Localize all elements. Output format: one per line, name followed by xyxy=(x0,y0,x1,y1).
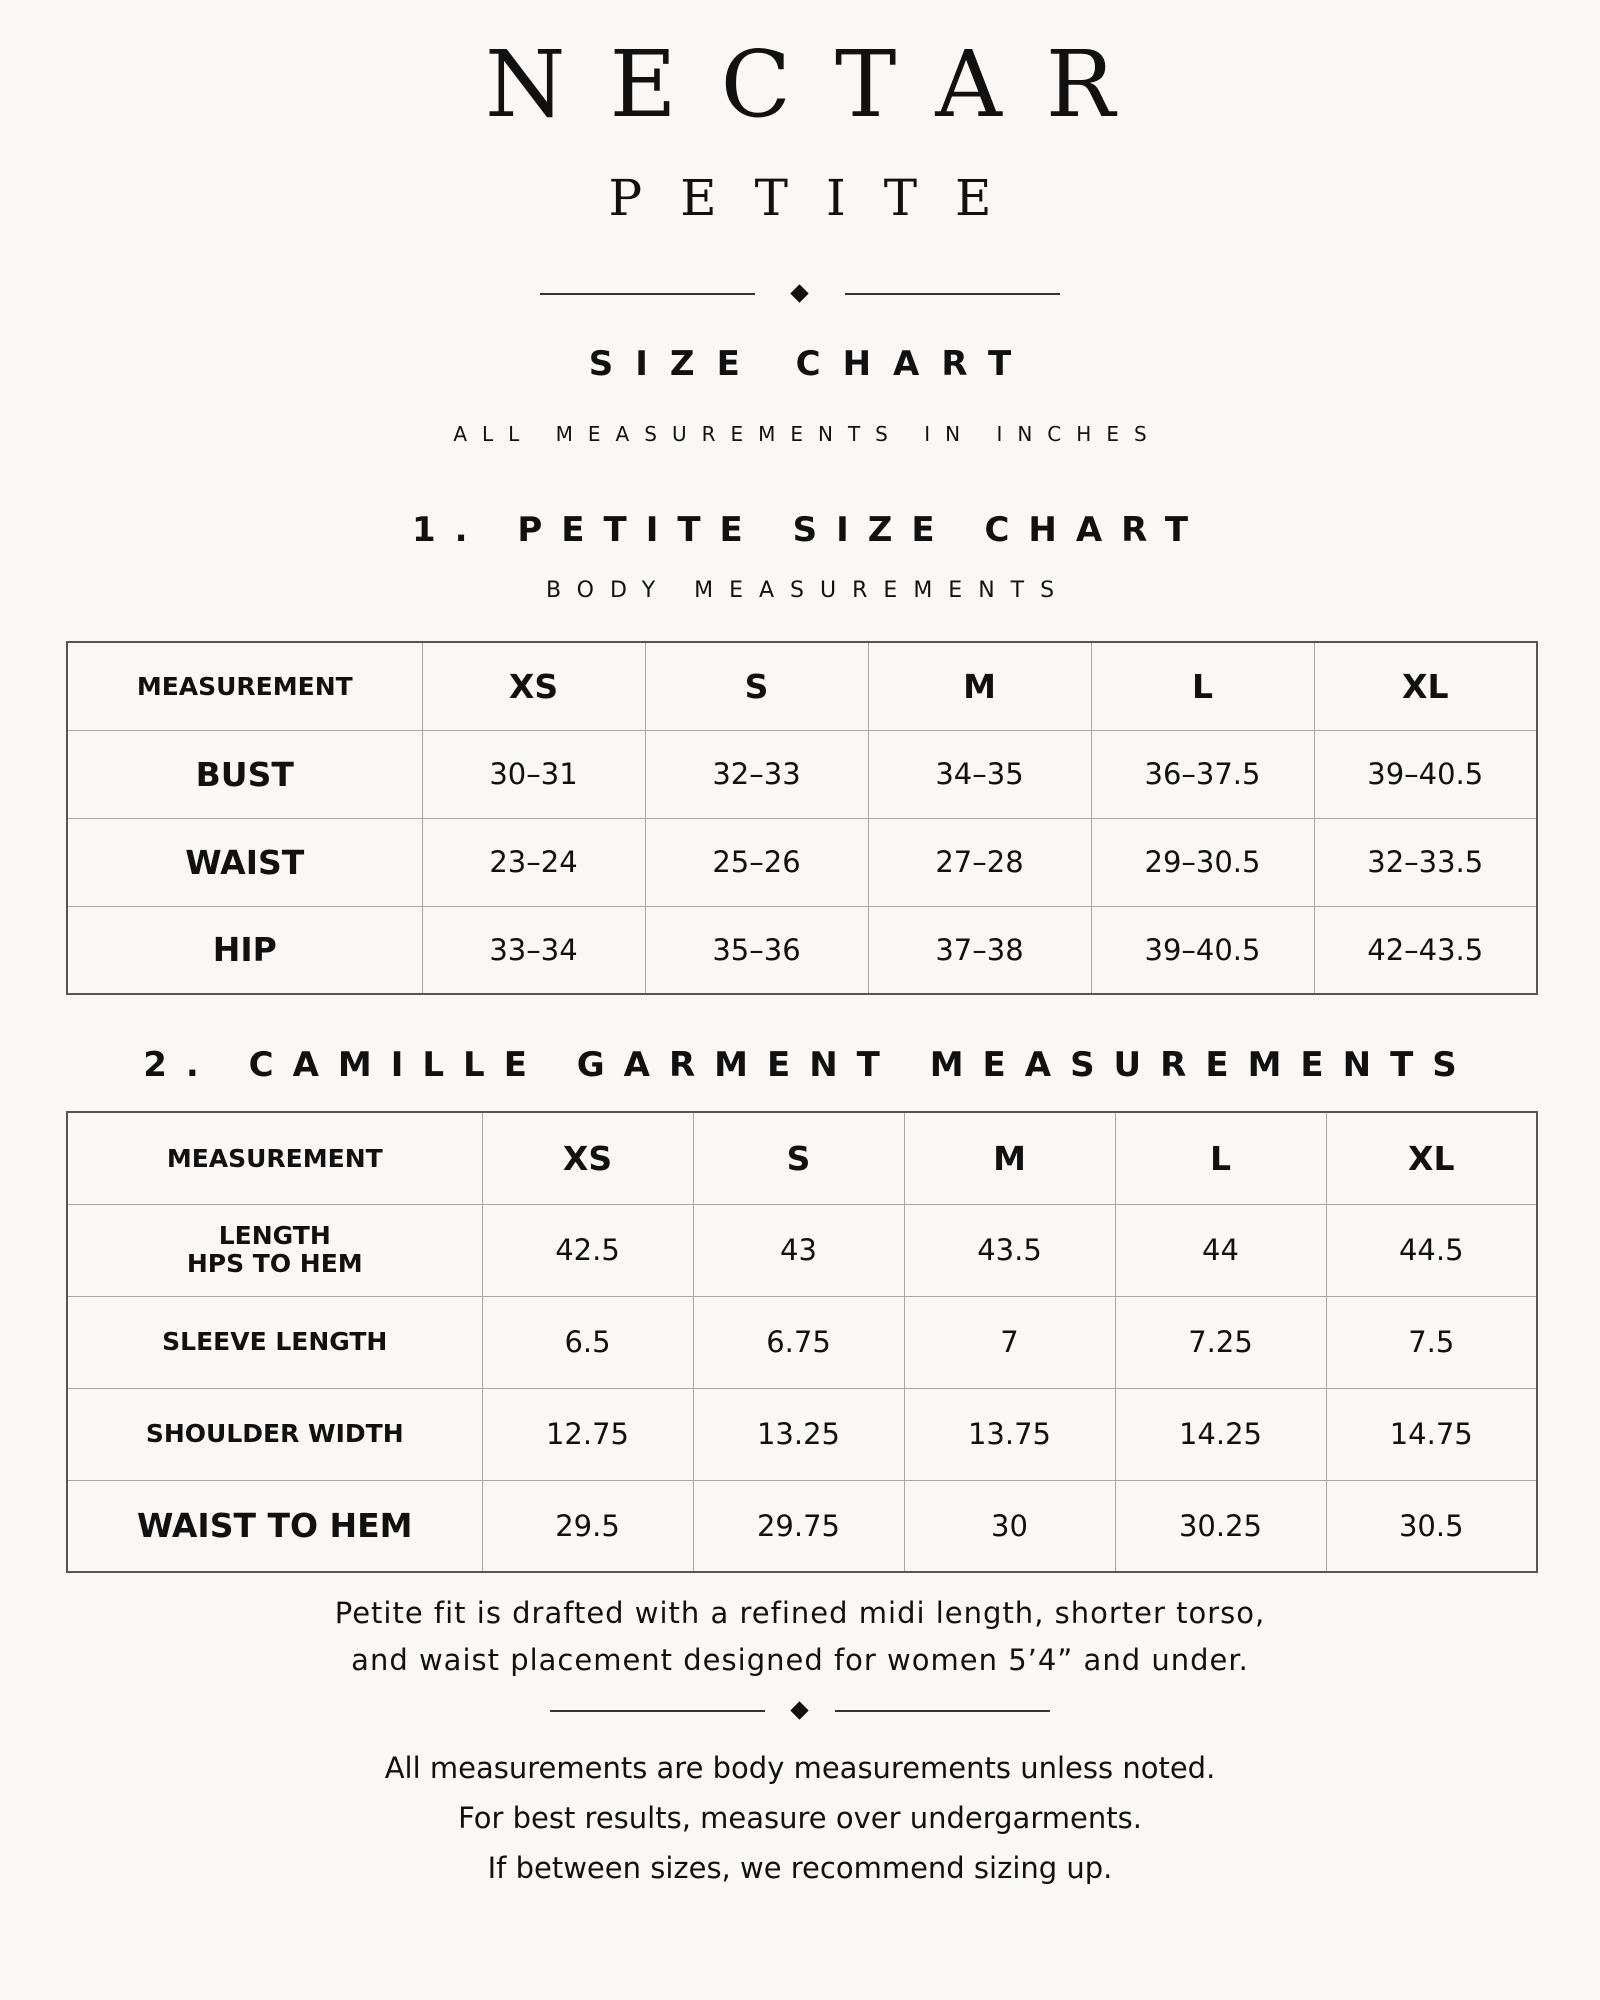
column-header: XL xyxy=(1326,1112,1537,1204)
table-cell: 30.25 xyxy=(1115,1480,1326,1572)
table-row xyxy=(67,1296,1537,1388)
fit-note-line: and waist placement designed for women 5’4” and under. xyxy=(351,1643,1249,1677)
table-cell: 44.5 xyxy=(1326,1204,1537,1296)
page-title: SIZE CHART xyxy=(588,344,1034,384)
table-cell: 30.5 xyxy=(1326,1480,1537,1572)
column-header: XL xyxy=(1314,642,1537,730)
table-cell: 35–36 xyxy=(645,906,868,994)
table-cell: 37–38 xyxy=(868,906,1091,994)
table-row xyxy=(67,730,1537,818)
table-cell: 29–30.5 xyxy=(1091,818,1314,906)
row-label: BUST xyxy=(67,730,422,818)
brand-logo: NECTAR xyxy=(484,31,1160,138)
table-cell: 32–33.5 xyxy=(1314,818,1537,906)
table-cell: 13.25 xyxy=(693,1388,904,1480)
table-cell: 14.25 xyxy=(1115,1388,1326,1480)
table-cell: 23–24 xyxy=(422,818,645,906)
table-cell: 34–35 xyxy=(868,730,1091,818)
table-cell: 33–34 xyxy=(422,906,645,994)
fit-note-line: Petite fit is drafted with a refined midi length, shorter torso, xyxy=(334,1596,1266,1630)
footer-line: If between sizes, we recommend sizing up. xyxy=(487,1851,1113,1885)
column-header: S xyxy=(693,1112,904,1204)
table-cell: 30 xyxy=(904,1480,1115,1572)
table-row xyxy=(67,1204,1537,1296)
units-note: ALL MEASUREMENTS IN INCHES xyxy=(453,422,1162,446)
table-cell: 7.25 xyxy=(1115,1296,1326,1388)
row-label-line: HPS TO HEM xyxy=(186,1249,363,1278)
table-row xyxy=(67,818,1537,906)
table-cell: 29.5 xyxy=(482,1480,693,1572)
petite-chart-title: 1. PETITE SIZE CHART xyxy=(411,510,1208,550)
row-label xyxy=(67,1204,482,1296)
table-cell: 13.75 xyxy=(904,1388,1115,1480)
table-cell: 39–40.5 xyxy=(1091,906,1314,994)
row-label: WAIST xyxy=(67,818,422,906)
garment-chart-title: 2. CAMILLE GARMENT MEASUREMENTS xyxy=(143,1045,1476,1085)
table-cell: 7 xyxy=(904,1296,1115,1388)
brand-subtitle: PETITE xyxy=(608,169,1030,227)
table-cell: 27–28 xyxy=(868,818,1091,906)
table-cell: 43.5 xyxy=(904,1204,1115,1296)
table-cell: 43 xyxy=(693,1204,904,1296)
table-header-row xyxy=(67,1112,1537,1204)
table-cell: 25–26 xyxy=(645,818,868,906)
column-header: L xyxy=(1091,642,1314,730)
divider-line-right xyxy=(845,293,1060,295)
petite-chart-subtitle: BODY MEASUREMENTS xyxy=(545,578,1071,603)
divider-line-left xyxy=(540,293,755,295)
column-header: S xyxy=(645,642,868,730)
table-cell: 14.75 xyxy=(1326,1388,1537,1480)
row-label: SHOULDER WIDTH xyxy=(67,1388,482,1480)
column-header: MEASUREMENT xyxy=(67,1112,482,1204)
table-cell: 42.5 xyxy=(482,1204,693,1296)
divider-line-right xyxy=(835,1710,1050,1712)
fit-note xyxy=(0,1590,1600,1684)
top-divider xyxy=(0,284,1600,304)
table-cell: 12.75 xyxy=(482,1388,693,1480)
column-header: M xyxy=(868,642,1091,730)
column-header: XS xyxy=(422,642,645,730)
table-cell: 32–33 xyxy=(645,730,868,818)
diamond-icon xyxy=(790,284,808,302)
table-cell: 6.5 xyxy=(482,1296,693,1388)
footer-line: All measurements are body measurements unless noted. xyxy=(384,1751,1216,1785)
table-cell: 7.5 xyxy=(1326,1296,1537,1388)
garment-measurement-table xyxy=(66,1111,1538,1573)
column-header: M xyxy=(904,1112,1115,1204)
petite-size-table xyxy=(66,641,1538,995)
row-label: HIP xyxy=(67,906,422,994)
table-cell: 39–40.5 xyxy=(1314,730,1537,818)
table-row xyxy=(67,906,1537,994)
column-header: XS xyxy=(482,1112,693,1204)
footer-notes xyxy=(0,1743,1600,1893)
table-row xyxy=(67,1388,1537,1480)
diamond-icon xyxy=(790,1701,808,1719)
table-row xyxy=(67,1480,1537,1572)
table-cell: 42–43.5 xyxy=(1314,906,1537,994)
column-header: L xyxy=(1115,1112,1326,1204)
table-cell: 44 xyxy=(1115,1204,1326,1296)
table-cell: 36–37.5 xyxy=(1091,730,1314,818)
column-header: MEASUREMENT xyxy=(67,642,422,730)
table-header-row xyxy=(67,642,1537,730)
table-cell: 6.75 xyxy=(693,1296,904,1388)
row-label-line: LENGTH xyxy=(218,1221,331,1250)
table-cell: 29.75 xyxy=(693,1480,904,1572)
row-label: SLEEVE LENGTH xyxy=(67,1296,482,1388)
footer-line: For best results, measure over undergarments. xyxy=(458,1801,1142,1835)
divider-line-left xyxy=(550,1710,765,1712)
row-label: WAIST TO HEM xyxy=(67,1480,482,1572)
table-cell: 30–31 xyxy=(422,730,645,818)
bottom-divider xyxy=(0,1701,1600,1721)
